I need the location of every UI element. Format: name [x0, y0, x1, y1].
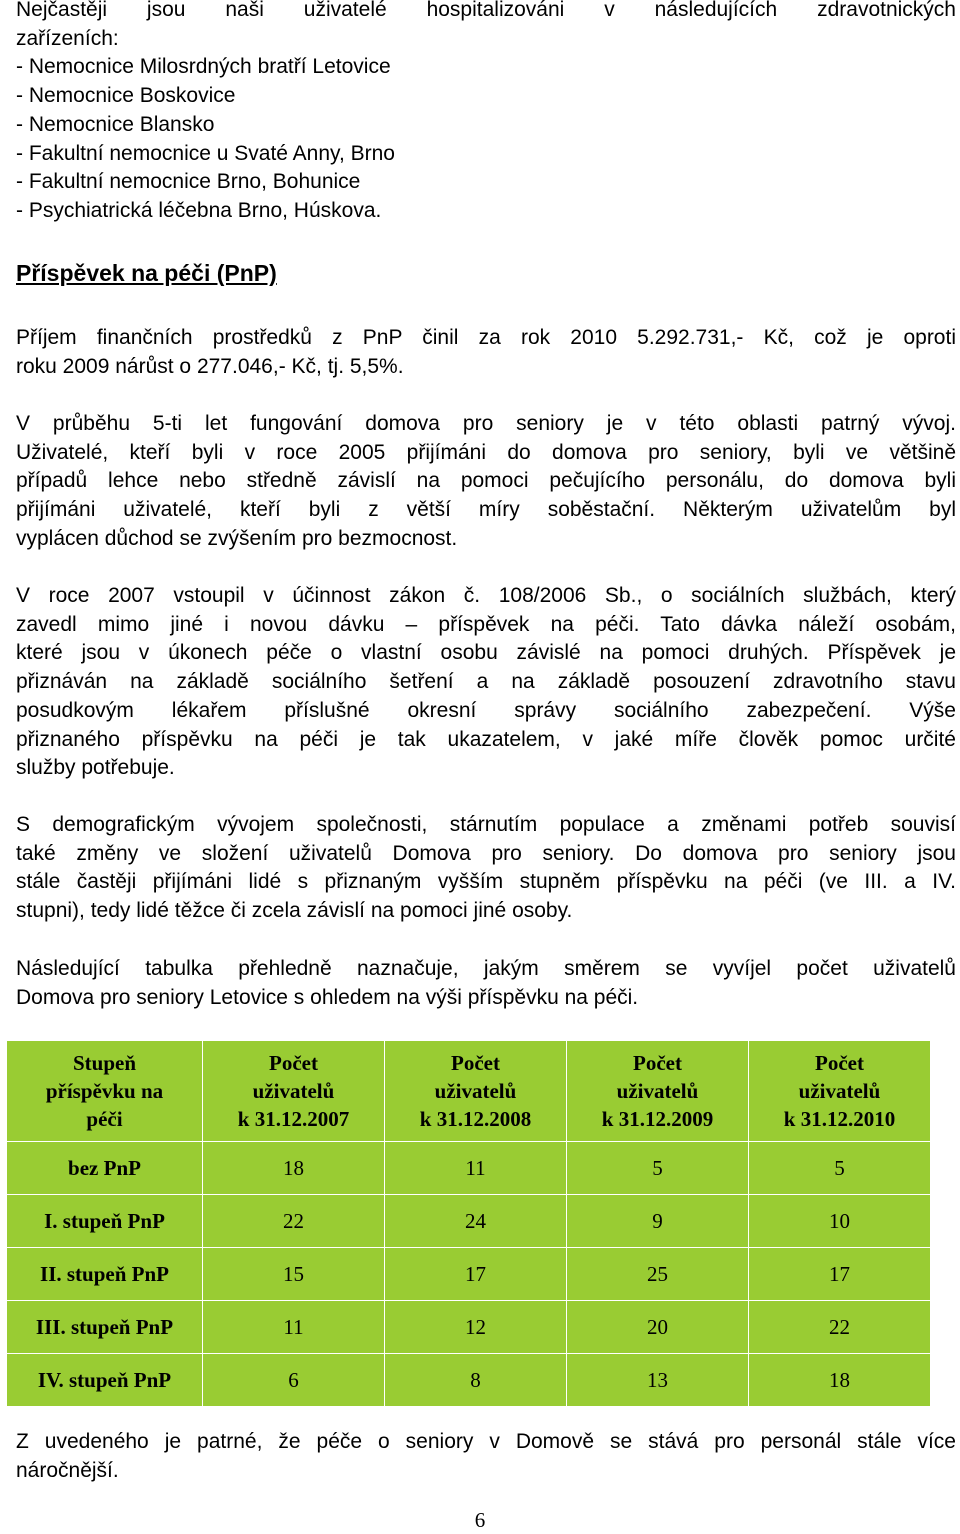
table-cell: 11 — [203, 1301, 385, 1354]
table-cell: 20 — [567, 1301, 749, 1354]
section-heading: Příspěvek na péči (PnP) — [16, 260, 277, 286]
row-label: bez PnP — [7, 1142, 203, 1195]
table-cell: 22 — [203, 1195, 385, 1248]
table-cell: 11 — [385, 1142, 567, 1195]
hospital-list-item: - Psychiatrická léčebna Brno, Húskova. — [16, 198, 382, 222]
table-header-cell: Stupeň příspěvku na péči — [7, 1041, 203, 1142]
hospital-list-item: - Nemocnice Boskovice — [16, 84, 236, 108]
demographic-paragraph: S demografickým vývojem společnosti, stárnutím populace a změnami potřeb souvisí také změny ve složení uživatelů Domova pro seniory. Do domova pro seniory jsou stále častěji přijímáni lidé s přiznaným vyšším stupněm příspěvku na péči (ve III. a IV. stupni), tedy lidé těžce či zcela závislí na pomoci jiné osoby. — [16, 813, 956, 923]
pnp-users-table — [6, 1040, 931, 1407]
table-cell: 5 — [749, 1142, 931, 1195]
table-cell: 12 — [385, 1301, 567, 1354]
table-cell: 13 — [567, 1354, 749, 1407]
hospital-list-item: - Fakultní nemocnice Brno, Bohunice — [16, 170, 361, 194]
table-cell: 6 — [203, 1354, 385, 1407]
table-cell: 15 — [203, 1248, 385, 1301]
table-row — [7, 1195, 931, 1248]
table-row — [7, 1248, 931, 1301]
table-cell: 22 — [749, 1301, 931, 1354]
row-label: IV. stupeň PnP — [7, 1354, 203, 1407]
table-cell: 5 — [567, 1142, 749, 1195]
page-number: 6 — [474, 1508, 486, 1532]
table-cell: 25 — [567, 1248, 749, 1301]
law-paragraph: V roce 2007 vstoupil v účinnost zákon č. 108/2006 Sb., o sociálních službách, který zavedl mimo jiné i novou dávku – příspěvek na péči. Tato dávka náleží osobám, které jsou v úkonech péče o vlastní osobu závislé na pomoci druhých. Příspěvek je přiznáván na základě sociálního šetření a na základě posouzení zdravotního stavu posudkovým lékařem příslušné okresní správy sociálního zabezpečení. Výše přiznaného příspěvku na péči je tak ukazatelem, v jaké míře člověk pomoc určité služby potřebuje. — [16, 584, 956, 780]
table-row — [7, 1301, 931, 1354]
hospital-list-item: - Nemocnice Milosrdných bratří Letovice — [16, 55, 391, 79]
table-header-row — [7, 1041, 931, 1142]
table-header-cell: Počet uživatelů k 31.12.2009 — [567, 1041, 749, 1142]
table-cell: 8 — [385, 1354, 567, 1407]
table-cell: 18 — [203, 1142, 385, 1195]
table-cell: 18 — [749, 1354, 931, 1407]
hospital-list-item: - Fakultní nemocnice u Svaté Anny, Brno — [16, 141, 395, 165]
table-row — [7, 1142, 931, 1195]
development-paragraph: V průběhu 5-ti let fungování domova pro seniory je v této oblasti patrný vývoj. Uživatelé, kteří byli v roce 2005 přijímáni do domova pro seniory, byli ve většině případů lehce nebo středně závislí na pomoci pečujícího personálu, do domova byli přijímáni uživatelé, kteří byli z větší míry soběstační. Některým uživatelům byl vyplácen důchod se zvýšením pro bezmocnost. — [16, 412, 956, 550]
table-intro-paragraph: Následující tabulka přehledně naznačuje, jakým směrem se vyvíjel počet uživatelů Domova pro seniory Letovice s ohledem na výši příspěvku na péči. — [16, 957, 956, 1009]
table-header-cell: Počet uživatelů k 31.12.2010 — [749, 1041, 931, 1142]
table-cell: 17 — [385, 1248, 567, 1301]
table-cell: 10 — [749, 1195, 931, 1248]
table-row — [7, 1354, 931, 1407]
income-paragraph: Příjem finančních prostředků z PnP činil za rok 2010 5.292.731,- Kč, což je oproti roku 2009 nárůst o 277.046,- Kč, tj. 5,5%. — [16, 326, 956, 378]
table-cell: 17 — [749, 1248, 931, 1301]
table-header-cell: Počet uživatelů k 31.12.2007 — [203, 1041, 385, 1142]
conclusion-paragraph: Z uvedeného je patrné, že péče o seniory v Domově se stává pro personál stále více náročnější. — [16, 1430, 956, 1482]
intro-paragraph — [16, 0, 956, 226]
row-label: I. stupeň PnP — [7, 1195, 203, 1248]
intro-line: zařízeních: — [16, 26, 119, 50]
row-label: III. stupeň PnP — [7, 1301, 203, 1354]
table-cell: 24 — [385, 1195, 567, 1248]
hospital-list-item: - Nemocnice Blansko — [16, 112, 215, 136]
table-cell: 9 — [567, 1195, 749, 1248]
intro-line: Nejčastěji jsou naši uživatelé hospitalizováni v následujících zdravotnických — [16, 0, 956, 21]
row-label: II. stupeň PnP — [7, 1248, 203, 1301]
table-header-cell: Počet uživatelů k 31.12.2008 — [385, 1041, 567, 1142]
